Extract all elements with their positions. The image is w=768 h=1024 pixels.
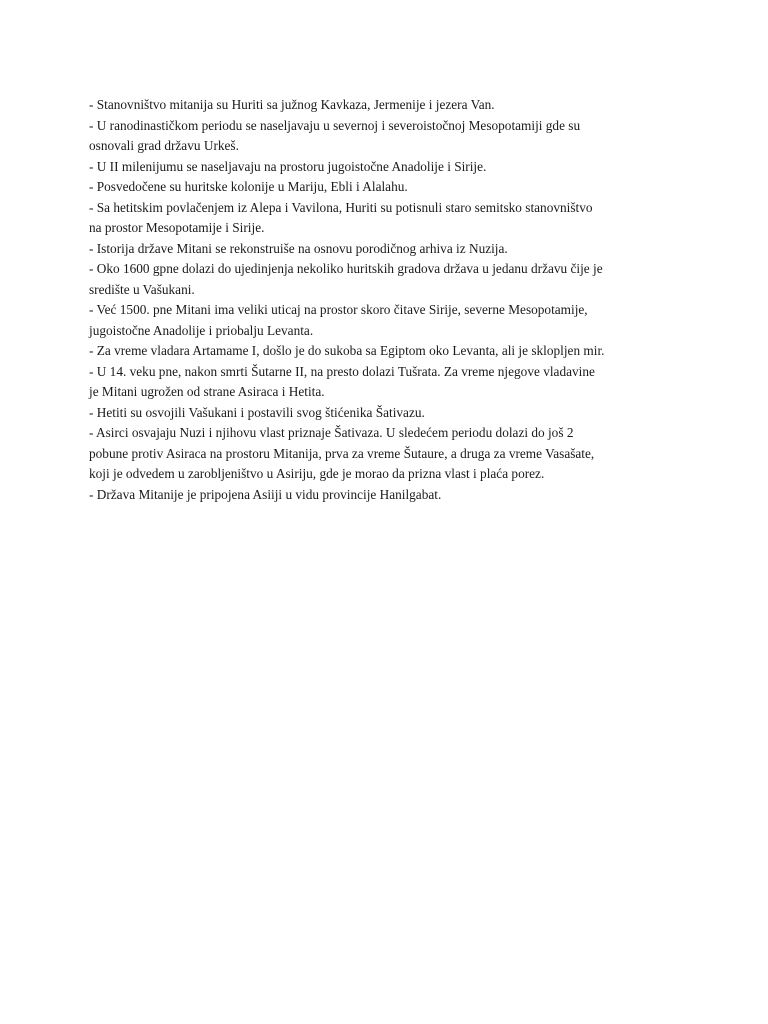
text-line-10: središte u Vašukani. [89, 281, 195, 297]
text-line-6: - Sa hetitskim povlačenjem iz Alepa i Vavilona, Huriti su potisnuli staro semitsko stanovništvo [89, 199, 593, 215]
document-body [89, 95, 689, 505]
text-line-11: - Već 1500. pne Mitani ima veliki uticaj na prostor skoro čitave Sirije, severne Mesopotamije, [89, 302, 588, 317]
text-line-19: koji je odvedem u zarobljeništvo u Asiriju, gde je morao da prizna vlast i plaća porez. [89, 466, 545, 481]
text-line-9: - Oko 1600 gpne dolazi do ujedinjenja nekoliko huritskih gradova država u jedanu državu čije je [89, 261, 603, 276]
text-line-12: jugoistočne Anadolije i priobalju Levanta. [89, 322, 314, 338]
text-line-20: - Država Mitanije je pripojena Asiiji u vidu provincije Hanilgabat. [89, 486, 442, 502]
text-line-5: - Posvedočene su huritske kolonije u Mariju, Ebli i Alalahu. [89, 179, 408, 194]
text-line-4: - U II milenijumu se naseljavaju na prostoru jugoistočne Anadolije i Sirije. [89, 158, 487, 174]
text-line-1: - Stanovništvo mitanija su Huriti sa južnog Kavkaza, Jermenije i jezera Van. [89, 97, 495, 112]
text-line-8: - Istorija države Mitani se rekonstruiše na osnovu porodičnog arhiva iz Nuzija. [89, 240, 508, 256]
text-line-2: - U ranodinastičkom periodu se naseljavaju u severnoj i severoistočnoj Mesopotamiji gde su [89, 117, 581, 133]
text-line-18: pobune protiv Asiraca na prostoru Mitanija, prva za vreme Šutaure, a druga za vreme Vasašate, [89, 445, 595, 461]
text-line-15: je Mitani ugrožen od strane Asiraca i Hetita. [89, 384, 325, 399]
text-line-13: - Za vreme vladara Artamame I, došlo je do sukoba sa Egiptom oko Levanta, ali je sklopljen mir. [89, 343, 605, 358]
text-line-14: - U 14. veku pne, nakon smrti Šutarne II, na presto dolazi Tušrata. Za vreme njegove vladavine [89, 363, 595, 379]
text-line-17: - Asirci osvajaju Nuzi i njihovu vlast priznaje Šativaza. U sledećem periodu dolazi do još 2 [89, 425, 574, 440]
text-line-16: - Hetiti su osvojili Vašukani i postavili svog štićenika Šativazu. [89, 404, 425, 420]
text-line-3: osnovali grad državu Urkeš. [89, 138, 239, 153]
text-line-7: na prostor Mesopotamije i Sirije. [89, 220, 265, 235]
